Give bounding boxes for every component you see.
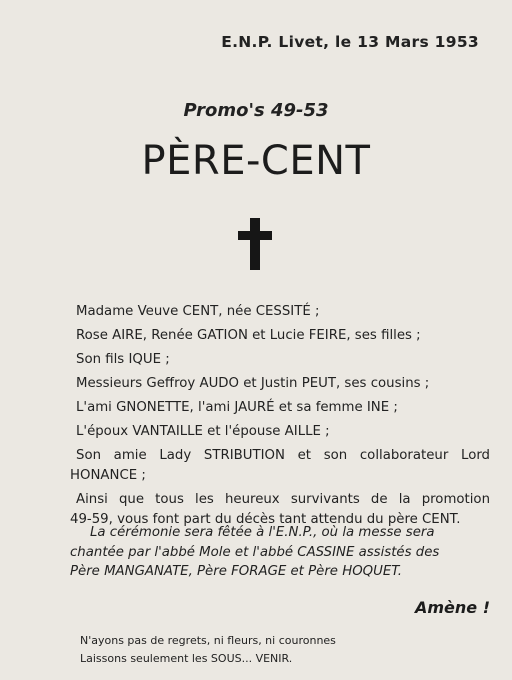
ceremony-paragraph (70, 523, 490, 582)
footer-line: N'ayons pas de regrets, ni fleurs, ni couronnes (80, 634, 336, 647)
cross-icon (238, 218, 272, 270)
closing-word: Amène ! (414, 598, 490, 617)
footer-note (80, 632, 440, 668)
ceremony-line: chantée par l'abbé Mole et l'abbé CASSINE assistés des (70, 544, 440, 560)
announcement-line: L'époux VANTAILLE et l'épouse AILLE ; (76, 424, 330, 439)
ceremony-line: Père MANGANATE, Père FORAGE et Père HOQUET. (70, 564, 403, 579)
promo-subtitle: Promo's 49-53 (183, 100, 329, 121)
place-date: E.N.P. Livet, le 13 Mars 1953 (221, 33, 479, 51)
page-title: PÈRE-CENT (141, 138, 371, 184)
announcement-line: 49-59, vous font part du décès tant attendu du père CENT. (70, 512, 461, 527)
announcement-line: L'ami GNONETTE, l'ami JAURÉ et sa femme INE ; (76, 400, 398, 415)
footer-line: Laissons seulement les SOUS... VENIR. (80, 652, 293, 665)
announcement-line: HONANCE ; (70, 468, 146, 483)
announcement-line: Ainsi que tous les heureux survivants de la promotion (76, 492, 490, 507)
ceremony-line: La cérémonie sera fêtée à l'E.N.P., où la messe sera (90, 525, 435, 540)
announcement-line: Son amie Lady STRIBUTION et son collaborateur Lord (76, 448, 490, 463)
announcement-line: Son fils IQUE ; (76, 352, 170, 367)
announcement-line: Rose AIRE, Renée GATION et Lucie FEIRE, ses filles ; (76, 328, 421, 343)
announcement-line: Messieurs Geffroy AUDO et Justin PEUT, ses cousins ; (76, 376, 430, 391)
announcement-list (70, 300, 490, 530)
announcement-line: Madame Veuve CENT, née CESSITÉ ; (76, 304, 320, 319)
